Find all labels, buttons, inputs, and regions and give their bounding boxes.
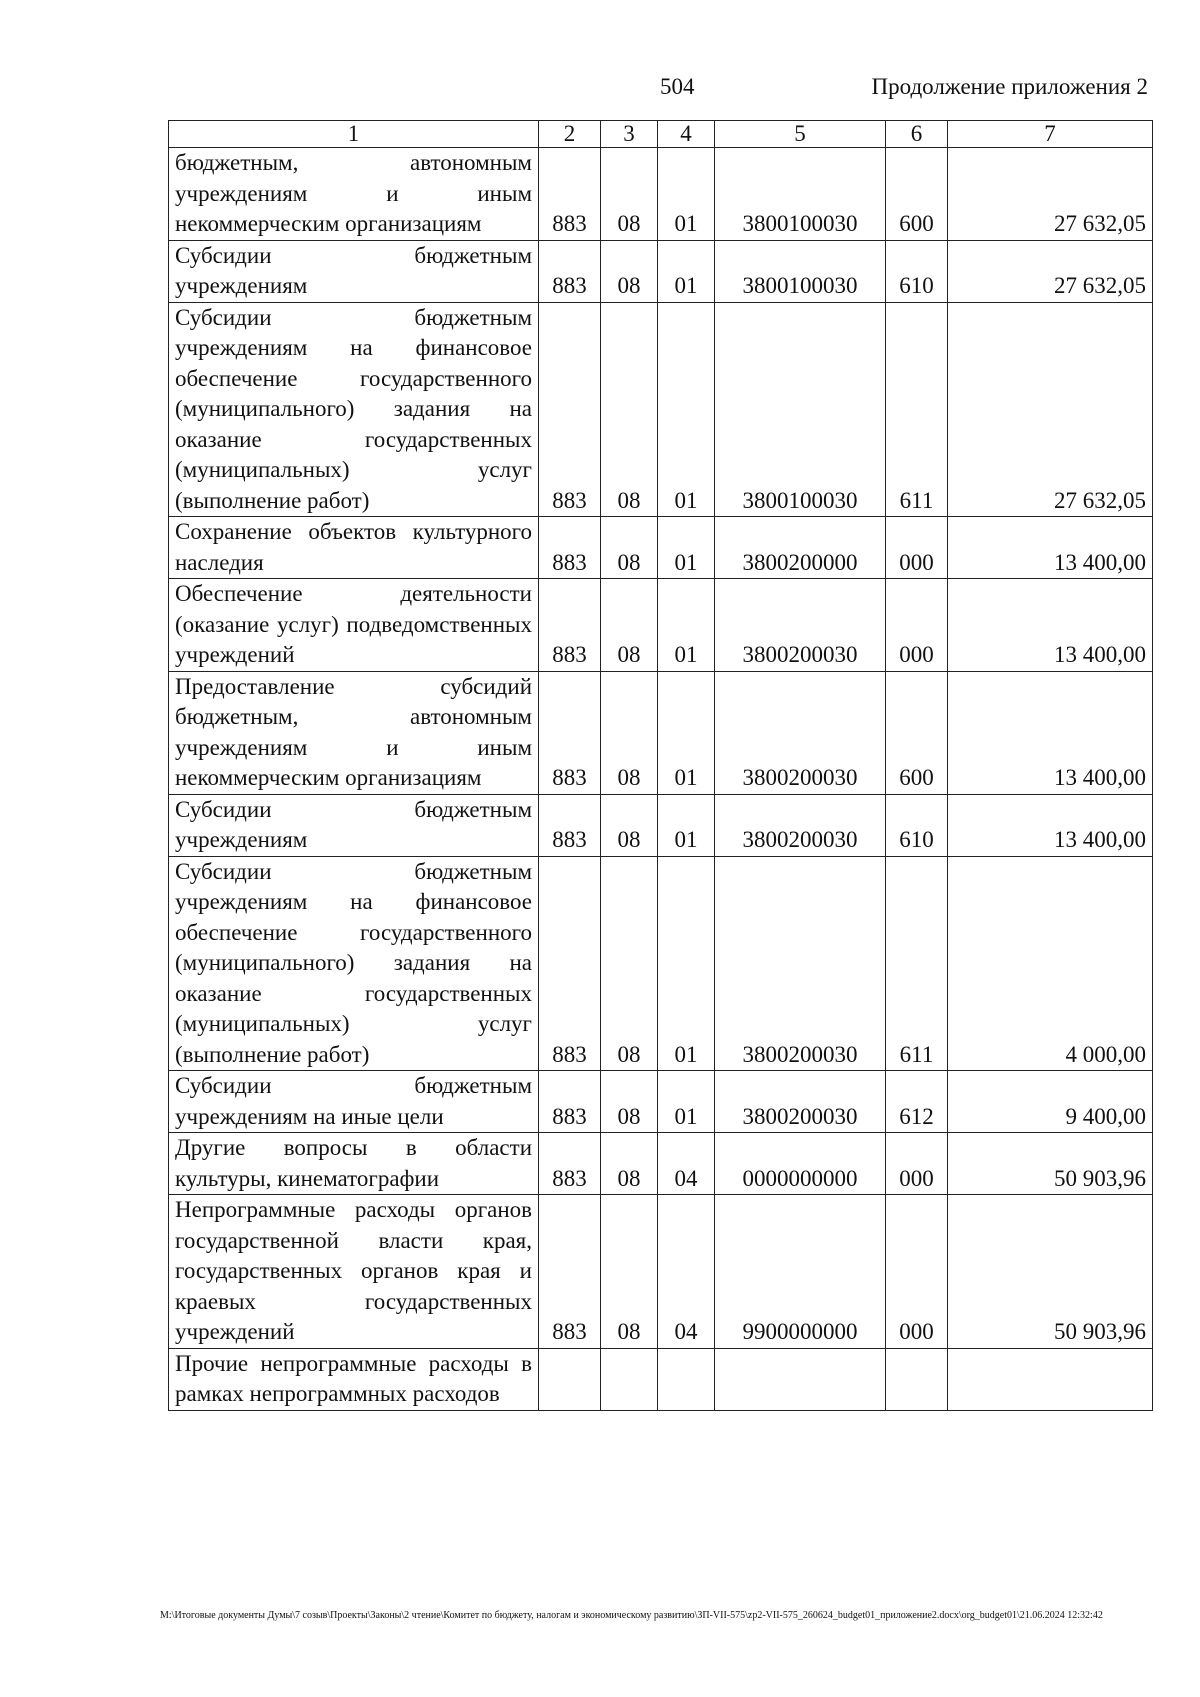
subsection-cell: 01 [658,794,715,856]
subsection-cell: 01 [658,240,715,302]
expense-type-cell: 611 [886,856,948,1071]
ministry-code-cell [539,1348,601,1410]
amount-cell: 13 400,00 [948,671,1153,794]
target-article-cell: 0000000000 [715,1133,886,1195]
expense-type-cell: 000 [886,1133,948,1195]
column-header: 4 [658,121,715,148]
column-header: 2 [539,121,601,148]
expense-name-cell: бюджетным, автономным учреждениям и иным некоммерческим организациям [169,148,539,241]
table-row [169,1133,1153,1195]
subsection-cell: 04 [658,1195,715,1349]
table-row [169,794,1153,856]
expense-type-cell: 000 [886,1195,948,1349]
expense-type-cell: 600 [886,148,948,241]
table-body [169,148,1153,1411]
subsection-cell: 01 [658,302,715,517]
expense-name-cell: Субсидии бюджетным учреждениям [169,794,539,856]
table-row [169,1195,1153,1349]
subsection-cell: 01 [658,579,715,672]
column-header: 1 [169,121,539,148]
section-cell: 08 [601,1071,658,1133]
ministry-code-cell: 883 [539,240,601,302]
ministry-code-cell: 883 [539,148,601,241]
table-row [169,579,1153,672]
section-cell: 08 [601,671,658,794]
amount-cell: 13 400,00 [948,517,1153,579]
amount-cell: 4 000,00 [948,856,1153,1071]
amount-cell: 27 632,05 [948,148,1153,241]
subsection-cell: 01 [658,671,715,794]
column-header: 7 [948,121,1153,148]
target-article-cell: 9900000000 [715,1195,886,1349]
expense-name-cell: Другие вопросы в области культуры, кинематографии [169,1133,539,1195]
expense-type-cell: 000 [886,517,948,579]
table-row [169,856,1153,1071]
table-row [169,148,1153,241]
ministry-code-cell: 883 [539,302,601,517]
section-cell: 08 [601,579,658,672]
amount-cell [948,1348,1153,1410]
section-cell: 08 [601,517,658,579]
column-header: 3 [601,121,658,148]
expense-name-cell: Субсидии бюджетным учреждениям [169,240,539,302]
target-article-cell: 3800200030 [715,794,886,856]
expense-name-cell: Субсидии бюджетным учреждениям на финансовое обеспечение государственного (муниципального) задания на оказание государственных (муниципальных) услуг (выполнение работ) [169,856,539,1071]
target-article-cell: 3800200000 [715,517,886,579]
expense-type-cell: 000 [886,579,948,672]
amount-cell: 27 632,05 [948,302,1153,517]
ministry-code-cell: 883 [539,794,601,856]
expense-name-cell: Предоставление субсидий бюджетным, автономным учреждениям и иным некоммерческим организациям [169,671,539,794]
amount-cell: 13 400,00 [948,794,1153,856]
amount-cell: 13 400,00 [948,579,1153,672]
ministry-code-cell: 883 [539,671,601,794]
expense-name-cell: Обеспечение деятельности (оказание услуг) подведомственных учреждений [169,579,539,672]
target-article-cell: 3800100030 [715,302,886,517]
expense-name-cell: Субсидии бюджетным учреждениям на финансовое обеспечение государственного (муниципального) задания на оказание государственных (муниципальных) услуг (выполнение работ) [169,302,539,517]
section-cell: 08 [601,302,658,517]
subsection-cell: 04 [658,1133,715,1195]
budget-table [168,120,1153,1411]
expense-type-cell [886,1348,948,1410]
column-header: 5 [715,121,886,148]
target-article-cell: 3800200030 [715,671,886,794]
target-article-cell: 3800100030 [715,240,886,302]
file-path-footer: M:\Итоговые документы Думы\7 созыв\Проекты\Законы\2 чтение\Комитет по бюджету, налогам и экономическому развитию\ЗП-VII-575\zp2-VII-575_260624_budget01_приложение2.docx\org_budget01\21.06.2024 12:32:42 [160,1610,1103,1621]
table-row [169,1071,1153,1133]
amount-cell: 9 400,00 [948,1071,1153,1133]
target-article-cell [715,1348,886,1410]
target-article-cell: 3800200030 [715,856,886,1071]
subsection-cell: 01 [658,148,715,241]
amount-cell: 27 632,05 [948,240,1153,302]
subsection-cell: 01 [658,856,715,1071]
expense-name-cell: Непрограммные расходы органов государственной власти края, государственных органов края и краевых государственных учреждений [169,1195,539,1349]
table-row [169,671,1153,794]
table-row [169,1348,1153,1410]
amount-cell: 50 903,96 [948,1195,1153,1349]
expense-type-cell: 611 [886,302,948,517]
ministry-code-cell: 883 [539,517,601,579]
ministry-code-cell: 883 [539,1071,601,1133]
expense-type-cell: 612 [886,1071,948,1133]
expense-name-cell: Субсидии бюджетным учреждениям на иные цели [169,1071,539,1133]
table-row [169,302,1153,517]
expense-name-cell: Прочие непрограммные расходы в рамках непрограммных расходов [169,1348,539,1410]
subsection-cell: 01 [658,517,715,579]
ministry-code-cell: 883 [539,579,601,672]
page-header [0,74,1200,108]
expense-type-cell: 610 [886,794,948,856]
target-article-cell: 3800100030 [715,148,886,241]
section-cell: 08 [601,240,658,302]
page-number: 504 [660,74,695,99]
subsection-cell [658,1348,715,1410]
ministry-code-cell: 883 [539,1195,601,1349]
section-cell [601,1348,658,1410]
section-cell: 08 [601,148,658,241]
section-cell: 08 [601,1133,658,1195]
target-article-cell: 3800200030 [715,579,886,672]
expense-type-cell: 600 [886,671,948,794]
expense-type-cell: 610 [886,240,948,302]
continuation-label: Продолжение приложения 2 [871,74,1148,99]
subsection-cell: 01 [658,1071,715,1133]
column-number-row [169,121,1153,148]
amount-cell: 50 903,96 [948,1133,1153,1195]
section-cell: 08 [601,856,658,1071]
ministry-code-cell: 883 [539,856,601,1071]
table-row [169,240,1153,302]
section-cell: 08 [601,1195,658,1349]
table-row [169,517,1153,579]
expense-name-cell: Сохранение объектов культурного наследия [169,517,539,579]
column-header: 6 [886,121,948,148]
target-article-cell: 3800200030 [715,1071,886,1133]
section-cell: 08 [601,794,658,856]
ministry-code-cell: 883 [539,1133,601,1195]
